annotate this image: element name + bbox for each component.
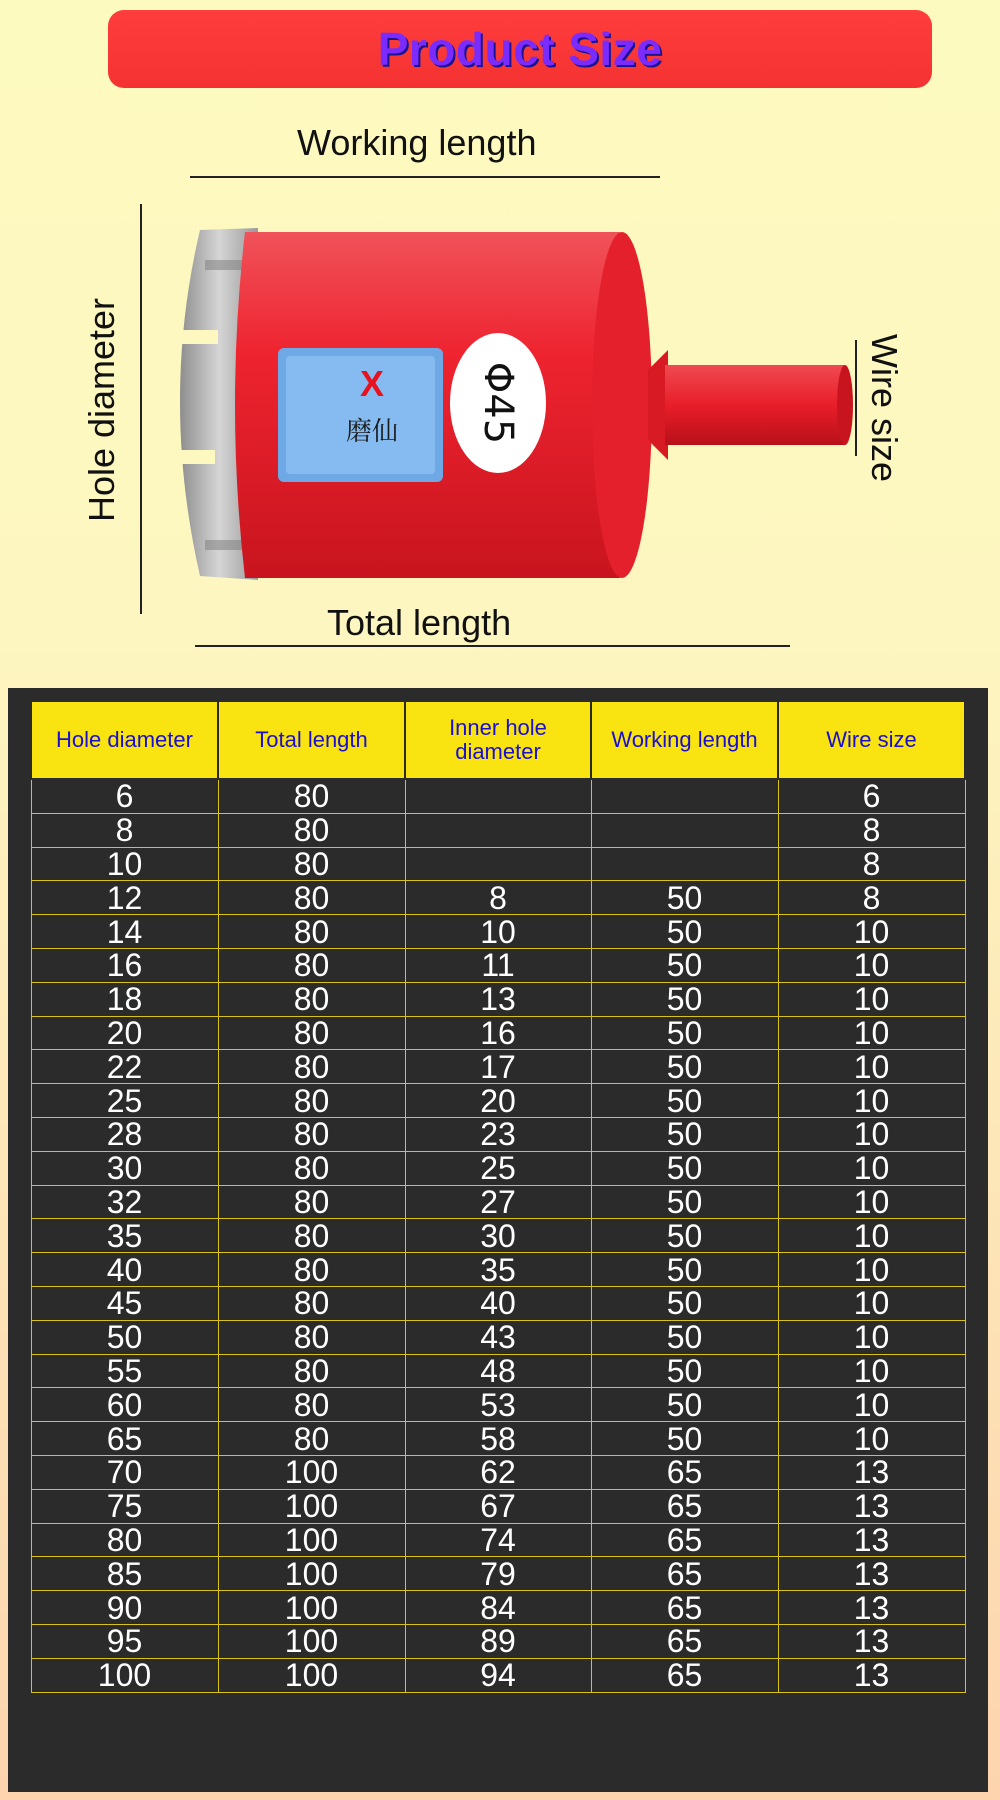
hole-diameter-cell: 55	[31, 1354, 218, 1388]
hole-diameter-cell: 6	[31, 779, 218, 813]
total-length-cell: 80	[218, 779, 405, 813]
working-length-cell: 50	[591, 1117, 778, 1151]
working-length-cell: 65	[591, 1658, 778, 1692]
working-length-cell	[591, 779, 778, 813]
inner-hole-diameter-cell: 67	[405, 1489, 591, 1523]
wire-size-label: Wire size	[864, 333, 905, 483]
inner-hole-diameter-cell: 8	[405, 881, 591, 915]
wire-size-cell: 10	[778, 1084, 965, 1118]
table-row	[31, 1624, 965, 1658]
working-length-cell: 50	[591, 1084, 778, 1118]
header-working-length: Working length	[591, 701, 778, 779]
inner-hole-diameter-cell: 20	[405, 1084, 591, 1118]
wire-size-cell: 10	[778, 1388, 965, 1422]
wire-size-cell: 8	[778, 813, 965, 847]
hole-diameter-cell: 70	[31, 1455, 218, 1489]
inner-hole-diameter-cell: 94	[405, 1658, 591, 1692]
inner-hole-diameter-cell: 35	[405, 1253, 591, 1287]
table-row	[31, 1557, 965, 1591]
size-badge	[450, 333, 546, 473]
total-length-cell: 80	[218, 1286, 405, 1320]
working-length-cell: 50	[591, 948, 778, 982]
hole-diameter-cell: 100	[31, 1658, 218, 1692]
working-length-cell: 50	[591, 1151, 778, 1185]
working-length-cell: 50	[591, 1388, 778, 1422]
working-length-cell	[591, 813, 778, 847]
table-row	[31, 1354, 965, 1388]
table-row	[31, 1185, 965, 1219]
size-table	[30, 700, 966, 1693]
table-row	[31, 1219, 965, 1253]
wire-size-cell: 13	[778, 1624, 965, 1658]
inner-hole-diameter-cell: 27	[405, 1185, 591, 1219]
wire-size-cell: 10	[778, 1320, 965, 1354]
total-length-cell: 80	[218, 1016, 405, 1050]
wire-size-cell: 13	[778, 1591, 965, 1625]
hole-diameter-cell: 95	[31, 1624, 218, 1658]
product-diagram	[0, 100, 1000, 670]
table-row	[31, 1422, 965, 1456]
total-length-cell: 100	[218, 1658, 405, 1692]
inner-hole-diameter-cell	[405, 847, 591, 881]
table-row	[31, 1117, 965, 1151]
table-header-row	[31, 701, 965, 779]
inner-hole-diameter-cell: 53	[405, 1388, 591, 1422]
table-row	[31, 982, 965, 1016]
wire-size-cell: 10	[778, 1286, 965, 1320]
wire-size-cell: 13	[778, 1557, 965, 1591]
hole-diameter-cell: 14	[31, 915, 218, 949]
hole-diameter-cell: 90	[31, 1591, 218, 1625]
working-length-cell	[591, 847, 778, 881]
wire-size-cell: 10	[778, 1016, 965, 1050]
hole-diameter-cell: 8	[31, 813, 218, 847]
wire-size-cell: 10	[778, 1151, 965, 1185]
total-length-cell: 80	[218, 1117, 405, 1151]
total-length-cell: 80	[218, 1219, 405, 1253]
inner-hole-diameter-cell: 62	[405, 1455, 591, 1489]
working-length-cell: 50	[591, 982, 778, 1016]
working-length-cell: 50	[591, 1185, 778, 1219]
table-row	[31, 1253, 965, 1287]
hole-diameter-cell: 28	[31, 1117, 218, 1151]
page-title: Product Size	[377, 23, 663, 75]
total-length-cell: 80	[218, 1253, 405, 1287]
header-inner-hole-diameter: Inner hole diameter	[405, 701, 591, 779]
inner-hole-diameter-cell: 58	[405, 1422, 591, 1456]
size-badge-text: Φ45	[475, 361, 521, 445]
total-length-cell: 80	[218, 813, 405, 847]
total-length-cell: 80	[218, 881, 405, 915]
wire-size-cell: 6	[778, 779, 965, 813]
table-row	[31, 1286, 965, 1320]
table-row	[31, 1489, 965, 1523]
inner-hole-diameter-cell: 17	[405, 1050, 591, 1084]
working-length-cell: 50	[591, 881, 778, 915]
inner-hole-diameter-cell: 13	[405, 982, 591, 1016]
working-length-label: Working length	[297, 122, 537, 163]
hole-diameter-cell: 50	[31, 1320, 218, 1354]
inner-hole-diameter-cell	[405, 813, 591, 847]
total-length-cell: 80	[218, 1388, 405, 1422]
brand-mark: X	[359, 363, 385, 404]
wire-size-cell: 8	[778, 881, 965, 915]
table-row	[31, 1050, 965, 1084]
wire-size-cell: 10	[778, 982, 965, 1016]
inner-hole-diameter-cell: 10	[405, 915, 591, 949]
size-table-panel	[8, 688, 988, 1792]
working-length-cell: 50	[591, 1016, 778, 1050]
total-length-cell: 80	[218, 1422, 405, 1456]
hole-diameter-cell: 75	[31, 1489, 218, 1523]
inner-hole-diameter-cell: 89	[405, 1624, 591, 1658]
wire-size-cell: 8	[778, 847, 965, 881]
table-row	[31, 1151, 965, 1185]
total-length-cell: 80	[218, 915, 405, 949]
working-length-cell: 50	[591, 915, 778, 949]
header-total-length: Total length	[218, 701, 405, 779]
table-row	[31, 1658, 965, 1692]
hole-diameter-cell: 45	[31, 1286, 218, 1320]
inner-hole-diameter-cell: 11	[405, 948, 591, 982]
table-row	[31, 1591, 965, 1625]
table-row	[31, 881, 965, 915]
title-banner	[108, 10, 932, 88]
table-row	[31, 1455, 965, 1489]
total-length-cell: 100	[218, 1523, 405, 1557]
inner-hole-diameter-cell: 40	[405, 1286, 591, 1320]
hole-diameter-cell: 12	[31, 881, 218, 915]
inner-hole-diameter-cell: 48	[405, 1354, 591, 1388]
wire-size-cell: 13	[778, 1455, 965, 1489]
table-body	[31, 779, 965, 1692]
wire-size-cell: 10	[778, 1219, 965, 1253]
hole-diameter-label: Hole diameter	[81, 297, 122, 523]
wire-size-cell: 10	[778, 1354, 965, 1388]
hole-diameter-cell: 30	[31, 1151, 218, 1185]
brand-name: 磨仙	[345, 417, 399, 447]
hole-diameter-cell: 80	[31, 1523, 218, 1557]
table-row	[31, 1084, 965, 1118]
total-length-cell: 80	[218, 1151, 405, 1185]
working-length-cell: 65	[591, 1455, 778, 1489]
inner-hole-diameter-cell	[405, 779, 591, 813]
table-row	[31, 948, 965, 982]
working-length-cell: 65	[591, 1557, 778, 1591]
total-length-label: Total length	[327, 602, 512, 643]
total-length-cell: 100	[218, 1624, 405, 1658]
total-length-cell: 80	[218, 1185, 405, 1219]
inner-hole-diameter-cell: 25	[405, 1151, 591, 1185]
table-row	[31, 813, 965, 847]
working-length-cell: 65	[591, 1523, 778, 1557]
hole-diameter-cell: 10	[31, 847, 218, 881]
header-hole-diameter: Hole diameter	[31, 701, 218, 779]
inner-hole-diameter-cell: 79	[405, 1557, 591, 1591]
inner-hole-diameter-cell: 23	[405, 1117, 591, 1151]
wire-size-cell: 13	[778, 1523, 965, 1557]
wire-size-cell: 10	[778, 915, 965, 949]
hole-diameter-cell: 85	[31, 1557, 218, 1591]
working-length-cell: 50	[591, 1050, 778, 1084]
shank	[648, 350, 853, 460]
total-length-cell: 80	[218, 1354, 405, 1388]
inner-hole-diameter-cell: 43	[405, 1320, 591, 1354]
working-length-cell: 50	[591, 1320, 778, 1354]
table-row	[31, 1523, 965, 1557]
total-length-cell: 100	[218, 1455, 405, 1489]
hole-diameter-cell: 16	[31, 948, 218, 982]
inner-hole-diameter-cell: 74	[405, 1523, 591, 1557]
wire-size-cell: 10	[778, 1253, 965, 1287]
working-length-cell: 50	[591, 1422, 778, 1456]
hole-diameter-cell: 40	[31, 1253, 218, 1287]
total-length-cell: 80	[218, 1084, 405, 1118]
wire-size-cell: 13	[778, 1658, 965, 1692]
inner-hole-diameter-cell: 16	[405, 1016, 591, 1050]
inner-hole-diameter-cell: 84	[405, 1591, 591, 1625]
table-row	[31, 847, 965, 881]
working-length-cell: 50	[591, 1253, 778, 1287]
hole-diameter-cell: 18	[31, 982, 218, 1016]
wire-size-cell: 10	[778, 1185, 965, 1219]
table-row	[31, 1388, 965, 1422]
total-length-cell: 80	[218, 1050, 405, 1084]
wire-size-cell: 10	[778, 948, 965, 982]
total-length-cell: 100	[218, 1557, 405, 1591]
working-length-cell: 65	[591, 1624, 778, 1658]
table-row	[31, 915, 965, 949]
hole-diameter-cell: 25	[31, 1084, 218, 1118]
hole-diameter-cell: 60	[31, 1388, 218, 1422]
hole-diameter-cell: 22	[31, 1050, 218, 1084]
working-length-cell: 65	[591, 1591, 778, 1625]
core-drill-bit-illustration	[0, 100, 1000, 670]
table-row	[31, 779, 965, 813]
table-row	[31, 1320, 965, 1354]
header-wire-size: Wire size	[778, 701, 965, 779]
wire-size-cell: 10	[778, 1117, 965, 1151]
wire-size-cell: 10	[778, 1422, 965, 1456]
working-length-cell: 50	[591, 1286, 778, 1320]
wire-size-cell: 13	[778, 1489, 965, 1523]
hole-diameter-cell: 65	[31, 1422, 218, 1456]
hole-diameter-cell: 20	[31, 1016, 218, 1050]
table-row	[31, 1016, 965, 1050]
inner-hole-diameter-cell: 30	[405, 1219, 591, 1253]
total-length-cell: 80	[218, 948, 405, 982]
total-length-cell: 80	[218, 1320, 405, 1354]
total-length-cell: 100	[218, 1591, 405, 1625]
product-label	[278, 348, 443, 482]
total-length-cell: 100	[218, 1489, 405, 1523]
hole-diameter-cell: 32	[31, 1185, 218, 1219]
total-length-cell: 80	[218, 847, 405, 881]
total-length-cell: 80	[218, 982, 405, 1016]
working-length-cell: 50	[591, 1219, 778, 1253]
wire-size-cell: 10	[778, 1050, 965, 1084]
working-length-cell: 65	[591, 1489, 778, 1523]
working-length-cell: 50	[591, 1354, 778, 1388]
hole-diameter-cell: 35	[31, 1219, 218, 1253]
